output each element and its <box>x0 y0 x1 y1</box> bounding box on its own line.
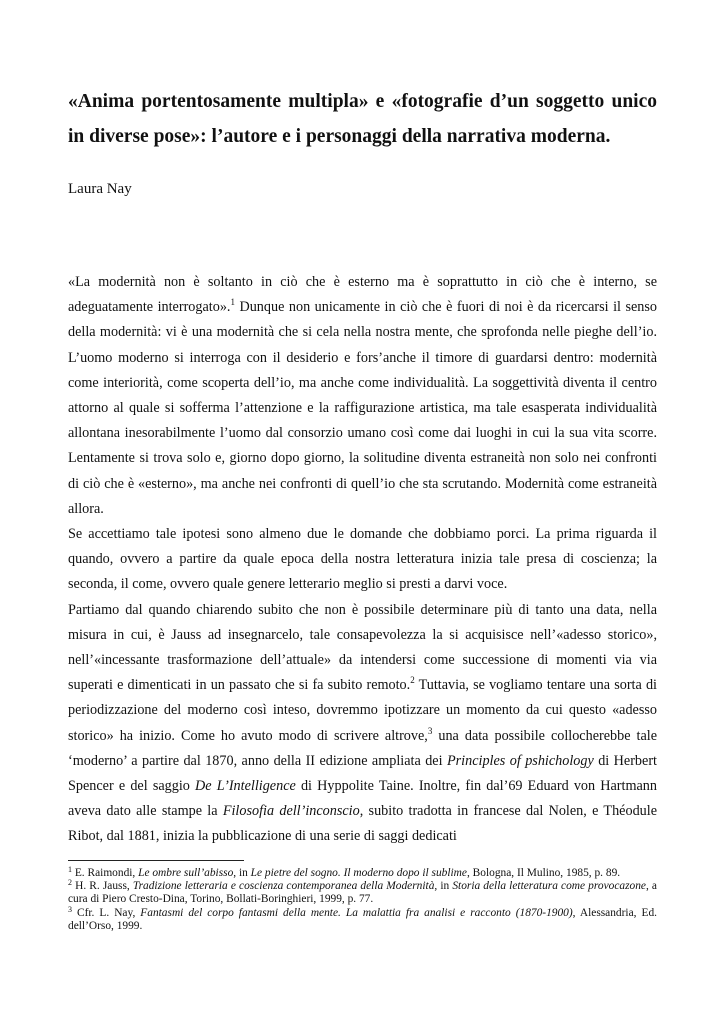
footnote-number: 1 <box>68 865 72 874</box>
footnote-title: Le ombre sull’abisso <box>138 867 234 879</box>
footnote-text: , a cura di Piero Cresto-Dina, Torino, Bollati-Boringhieri, 1999, p. 77. <box>68 880 657 906</box>
body-text <box>68 270 657 850</box>
paragraph-text: Dunque non unicamente in ciò che è fuori di noi è da ricercarsi il senso della modernità: vi è una modernità che si cela nella nostra mente, che sprofonda nelle pieghe dell’io. L’uomo moderno si interroga con il desiderio e fors’anche il timore di guardarsi dentro: modernità come interiorità, come scoperta dell’io, ma anche come individualità. La soggettività diventa il centro attorno al quale si sofferma l’attenzione e la raffigurazione artistica, ma tale esasperata individualità allontana inesorabilmente l’uomo dal consorzio umano così come dai luoghi in cui la sua vita scorre. Lentamente si trova solo e, giorno dopo giorno, la solitudine diventa estraneità non solo nei confronti di ciò che è «esterno», ma anche nei confronti di quell’io che sta scrutando. Modernità come estraneità allora. <box>68 299 657 517</box>
footnote-2 <box>68 880 657 906</box>
footnote-1 <box>68 867 657 880</box>
footnote-ref[interactable]: 2 <box>410 675 415 686</box>
footnote-text: H. R. Jauss, <box>72 880 133 893</box>
paragraph-text: Tuttavia, se vogliamo tentare una sorta di periodizzazione del moderno così inteso, dovremmo ipotizzare un momento da cui questo «adesso storico» ha inizio. Come ho avuto modo di scrivere altrove, <box>68 677 657 744</box>
paragraph-text: una data possibile collocherebbe tale ‘moderno’ a partire dal 1870, anno della II edizione ampliata dei <box>68 727 657 769</box>
footnote-ref[interactable]: 3 <box>427 725 433 736</box>
paragraph-text: di Hyppolite Taine. Inoltre, fin dal’69 Eduard von Hartmann aveva dato alle stampe la <box>68 778 657 820</box>
paragraph-3 <box>68 598 657 850</box>
footnote-title: Tradizione letteraria e coscienza contemporanea della Modernità <box>132 880 435 893</box>
footnote-title: Fantasmi del corpo fantasmi della mente. La malattia fra analisi e racconto (1870-1900) <box>140 906 573 919</box>
footnote-number: 2 <box>68 878 72 888</box>
paragraph-text: Partiamo dal quando chiarendo subito che non è possibile determinare più di tanto una data, nella misura in cui, è Jauss ad insegnarcelo, tale consapevolezza la si acquisisce nell’«adesso storico», nell’«incessante trasformazione dell’attuale» da intendersi come successione di momenti via via superati e dimenticati in un passato che si fa subito remoto. <box>68 601 657 694</box>
paragraph-text: «La modernità non è soltanto in ciò che è esterno ma è soprattutto in ciò che è interno, se adeguatamente interrogato». <box>68 274 657 316</box>
footnotes <box>68 860 657 933</box>
footnote-text: Cfr. L. Nay, <box>72 906 141 919</box>
footnote-ref[interactable]: 1 <box>230 297 235 308</box>
footnote-text: , Alessandria, Ed. dell’Orso, 1999. <box>68 906 657 932</box>
paper-title: «Anima portentosamente multipla» e «fotografie d’un soggetto unico in diverse pose»: l’autore e i personaggi della narrativa moderna. <box>68 91 657 147</box>
footnote-number: 3 <box>68 904 72 914</box>
footnote-text: E. Raimondi, <box>72 867 139 879</box>
paragraph-2: Se accettiamo tale ipotesi sono almeno due le domande che dobbiamo porci. La prima riguarda il quando, ovvero a partire da quale epoca della nostra letteratura inizia tale presa di coscienza; la seconda, il come, ovvero quale genere letterario meglio si presti a darvi voce. <box>68 526 657 593</box>
book-title: De L’Intelligence <box>195 778 296 795</box>
book-title: Principles of pshichology <box>446 752 594 769</box>
footnote-separator <box>68 860 244 861</box>
paragraph-text: di Herbert Spencer e del saggio <box>68 752 657 795</box>
paragraph-text: , subito tradotta in francese dal Nolen, e Théodule Ribot, dal 1881, inizia la pubblicazione di una serie di saggi dedicati <box>68 803 657 845</box>
footnote-text: , in <box>233 867 251 879</box>
footnote-text: , Bologna, Il Mulino, 1985, p. 89. <box>466 867 621 879</box>
footnote-title: Storia della letteratura come provocazone <box>452 880 646 893</box>
author-name: Laura Nay <box>68 181 132 197</box>
footnote-3 <box>68 904 657 933</box>
footnote-text: , in <box>434 880 453 893</box>
footnote-title: Le pietre del sogno. Il moderno dopo il sublime <box>250 867 467 879</box>
book-title: Filosofia dell’inconscio <box>222 803 360 820</box>
paragraph-1 <box>68 270 657 522</box>
page <box>68 84 657 932</box>
